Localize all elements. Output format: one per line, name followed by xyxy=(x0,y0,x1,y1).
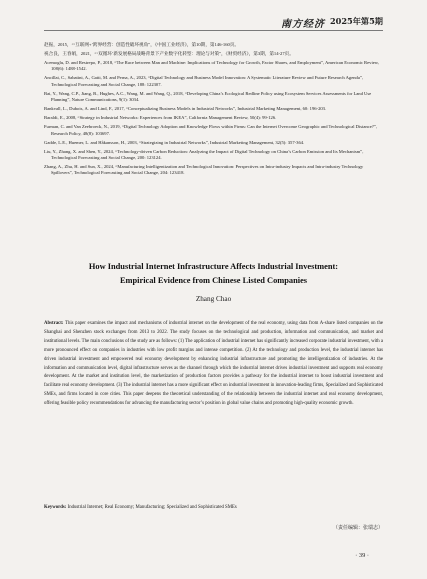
abstract xyxy=(44,320,383,409)
reference-item: Zhang, A., Zhu, H. and Sun, X., 2024, “Manufacturing Intelligentization and Technological Innovation: Perspectives on Intra-industry Impacts and Intra-industry Technology Spillovers”, Technological Forecasting and Social Change, 204: 123418. xyxy=(44,164,365,176)
reference-item: 祝合良，王春娟，2021，“‘双循环’新发展格局战略背景下产业数字化转型：理论与对策”，《财贸经济》，第3期，第14-27页。 xyxy=(44,51,294,56)
issue-label: 2025年第5期 xyxy=(329,16,383,26)
responsible-editor: （责任编辑：张瑞志） xyxy=(332,525,383,531)
reference-item: Furman, C. and Van Zeebroeck, N., 2019, “Digital Technology Adoption and Knowledge Flows within Firms: Can the Internet Overcome Geographic and Technological Distance?”, Research Policy, 48(8): 103697. xyxy=(44,124,379,136)
reference-item: Acemoglu, D. and Restrepo, P., 2018, “The Race between Man and Machine: Implications of Technology for Growth, Factor Shares, and Employment”, American Economic Review, 108(6): 1488-1542. xyxy=(44,60,381,72)
article-title xyxy=(30,260,397,287)
abstract-label: Abstract: xyxy=(44,321,64,326)
title-line-1: How Industrial Internet Infrastructure Affects Industrial Investment: xyxy=(88,262,339,271)
running-header xyxy=(44,14,383,31)
abstract-text: This paper examines the impact and mechanisms of industrial internet on the development of the real economy, using data from A-share listed companies on the Shanghai and Shenzhen stock exchanges from 2013 to 2022. The study focuses on the technological and production, information and communication, and market and institutional levels. The main conclusions of the study are as follows: (1) The application of industrial internet has significantly increased corporate industrial investment, with a more pronounced effect on companies in industries with low profit margins and intense competition. (2) At the technology and production level, the industrial internet has driven industrial investment and empowered real economy development by enhancing industrial infrastructure and promoting the intelligentization of industries. At the information and communication level, digital infrastructure serves as the channel through which the industrial internet drives industrial investment and supports real economy development. At the market and institution level, the marketization of production factors provides a pathway for the industrial internet to boost industrial investment and facilitate real economy development. (3) The industrial internet has a more significant effect on industrial investment in innovation-leading firms, Specialized and Sophisticated SMEs, and firms located in core cities. This paper deepens the theoretical understanding of the relationship between the industrial internet and real economy development, offering feasible policy recommendations for advancing the manufacturing sector’s position in global value chains and promoting high-quality economic growth. xyxy=(44,321,383,407)
page-number: · 39 · xyxy=(355,552,369,559)
reference-item: Baraldi, E., 2008, “Strategy in Industrial Networks: Experiences from IKEA”, California Management Review, 50(4): 99-126. xyxy=(44,115,277,121)
keywords-label: Keywords: xyxy=(44,505,67,510)
keywords-text: Industrial Internet; Real Economy; Manufacturing; Specialized and Sophisticated SMEs xyxy=(67,505,237,510)
reference-item: Liu, Y., Zhang, X. and Shen, Y., 2024, “Technology-driven Carbon Reduction: Analyzing the Impact of Digital Technology on China’s Carbon Emission and Its Mechanism”, Technological Forecasting and Social Change, 200: 123124. xyxy=(44,148,365,161)
reference-item: Bai, Y., Wang, C.P., Jiang, B., Hughes, A.C., Wang, M. and Wang, Q., 2018, “Developing China’s Ecological Redline Policy using Ecosystem Services Assessments for Land Use Planning”, Nature Communications, 9(1): 3034. xyxy=(44,90,373,103)
author-name: Zhang Chao xyxy=(195,295,232,303)
reference-item: 赵振，2015，“‘互联网+’跨界经营：创造性破坏视角”，《中国工业经济》，第10期，第146-160页。 xyxy=(44,42,240,47)
reference-item: Bankvall, L., Dubois, A. and Lind, F., 2017, “Conceptualizing Business Models in Industrial Networks”, Industrial Marketing Management, 60: 196-203. xyxy=(44,106,327,112)
journal-name: 南方经济 xyxy=(281,19,325,30)
reference-item: Ancillai, C., Sabatini, A., Gatti, M. and Perna, A., 2023, “Digital Technology and Business Model Innovation: A Systematic Literature Review and Future Research Agenda”, Technological Forecasting and Social Change, 188: 122307. xyxy=(44,75,365,87)
reference-item: Gadde, L.E., Huemer, L. and Håkansson, H., 2003, “Strategizing in Industrial Networks”, Industrial Marketing Management, 32(5): 357-364. xyxy=(44,139,305,145)
title-line-2: Empirical Evidence from Chinese Listed Companies xyxy=(119,275,308,285)
keywords xyxy=(44,505,383,510)
reference-list xyxy=(44,42,383,179)
